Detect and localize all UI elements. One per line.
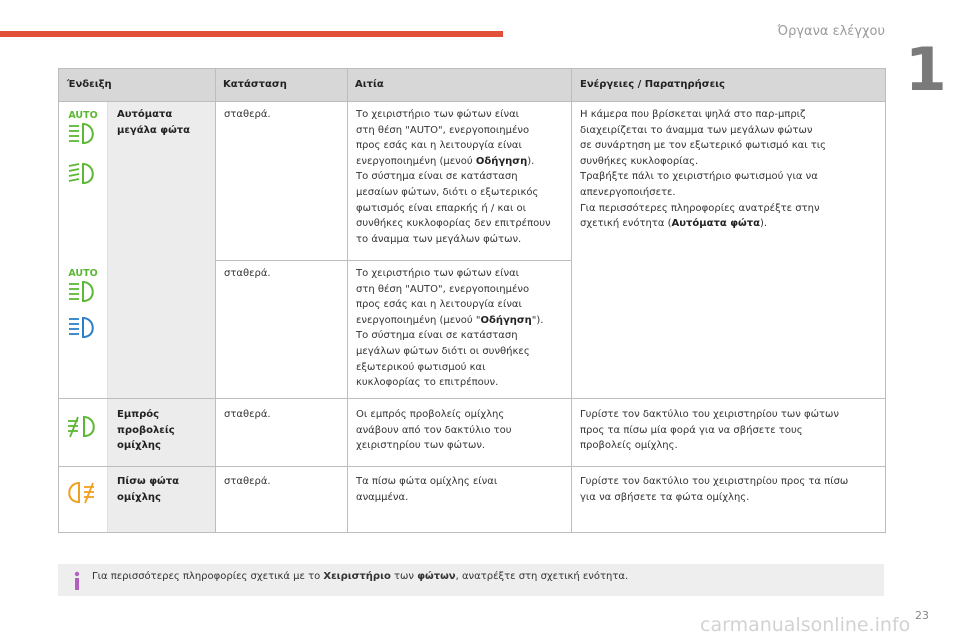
- row-divider: [59, 466, 885, 467]
- row-divider: [59, 398, 885, 399]
- row-cause: Τα πίσω φώτα ομίχλης είναι αναμμένα.: [356, 476, 498, 503]
- column-header-cause: Αιτία: [355, 79, 384, 90]
- table-header: [59, 69, 885, 102]
- indicator-table: [58, 68, 886, 533]
- row-name: Πίσω φώτα ομίχλης: [117, 476, 179, 503]
- svg-text:AUTO: AUTO: [68, 268, 98, 279]
- chapter-number: 1: [905, 35, 947, 105]
- row-cause: Οι εμπρός προβολείς ομίχλης ανάβουν από τον δακτύλιο του χειριστηρίου των φώτων.: [356, 409, 512, 452]
- column-header-indicator: Ένδειξη: [67, 79, 112, 90]
- column-header-actions: Ενέργειες / Παρατηρήσεις: [580, 79, 725, 90]
- front-fog-light-icon: [65, 414, 101, 444]
- row-name: Αυτόματα μεγάλα φώτα: [117, 109, 191, 136]
- row-state: σταθερά.: [224, 409, 271, 420]
- section-title: Όργανα ελέγχου: [777, 24, 885, 39]
- column-divider: [347, 69, 348, 532]
- row-cause: Το χειριστήριο των φώτων είναι στη θέση "AUTO", ενεργοποιημένο προς εσάς και η λειτουργία είναι ενεργοποιημένη (μενού "Οδήγηση"). Το σύστημα είναι σε κατάσταση μεγάλων φώτων διότι οι συνθήκες εξωτερικού φωτισμού και κυκλοφορίας το επιτρέπουν.: [356, 268, 544, 389]
- svg-text:AUTO: AUTO: [68, 110, 98, 121]
- page-number: 23: [915, 609, 929, 622]
- info-icon: [71, 571, 83, 591]
- info-text: Για περισσότερες πληροφορίες σχετικά με το Χειριστήριο των φώτων, ανατρέξτε στη σχετική ενότητα.: [92, 571, 629, 582]
- auto-high-beam-icon: [65, 109, 101, 153]
- name-column: [108, 102, 215, 532]
- row-cause: Το χειριστήριο των φώτων είναι στη θέση "AUTO", ενεργοποιημένο προς εσάς και η λειτουργία είναι ενεργοποιημένη (μενού Οδήγηση). Το σύστημα είναι σε κατάσταση μεσαίων φώτων, διότι ο εξωτερικός φωτισμός είναι επαρκής ή / και οι συνθήκες κυκλοφορίας δεν επιτρέπουν το άναμμα των μεγάλων φώτων.: [356, 109, 551, 245]
- row-actions: Γυρίστε τον δακτύλιο του χειριστηρίου των φώτων προς τα πίσω μία φορά για να σβήσετε τους προβολείς ομίχλης.: [580, 409, 839, 452]
- high-beam-icon: [65, 161, 101, 191]
- row-state: σταθερά.: [224, 109, 271, 120]
- low-beam-icon: [65, 315, 101, 345]
- row-state: σταθερά.: [224, 476, 271, 487]
- row-actions: Η κάμερα που βρίσκεται ψηλά στο παρ-μπριζ διαχειρίζεται το άναμμα των μεγάλων φώτων σε συνάρτηση με τον εξωτερικό φωτισμό και τις συνθήκες κυκλοφορίας. Τραβήξτε πάλι το χειριστήριο φωτισμού για να απενεργοποιήσετε. Για περισσότερες πληροφορίες ανατρέξτε στην σχετική ενότητα (Αυτόματα φώτα).: [580, 109, 827, 230]
- watermark: carmanualsonline.info: [700, 614, 911, 636]
- top-accent-bar: [0, 31, 503, 37]
- row-divider: [215, 260, 571, 261]
- info-note: [58, 564, 884, 596]
- auto-high-beam-icon: [65, 267, 101, 311]
- column-header-state: Κατάσταση: [223, 79, 287, 90]
- column-divider: [215, 69, 216, 532]
- row-actions: Γυρίστε τον δακτύλιο του χειριστηρίου προς τα πίσω για να σβήσετε τα φώτα ομίχλης.: [580, 476, 849, 503]
- row-name: Εμπρός προβολείς ομίχλης: [117, 409, 175, 452]
- column-divider: [571, 69, 572, 532]
- row-state: σταθερά.: [224, 268, 271, 279]
- rear-fog-light-icon: [65, 480, 101, 510]
